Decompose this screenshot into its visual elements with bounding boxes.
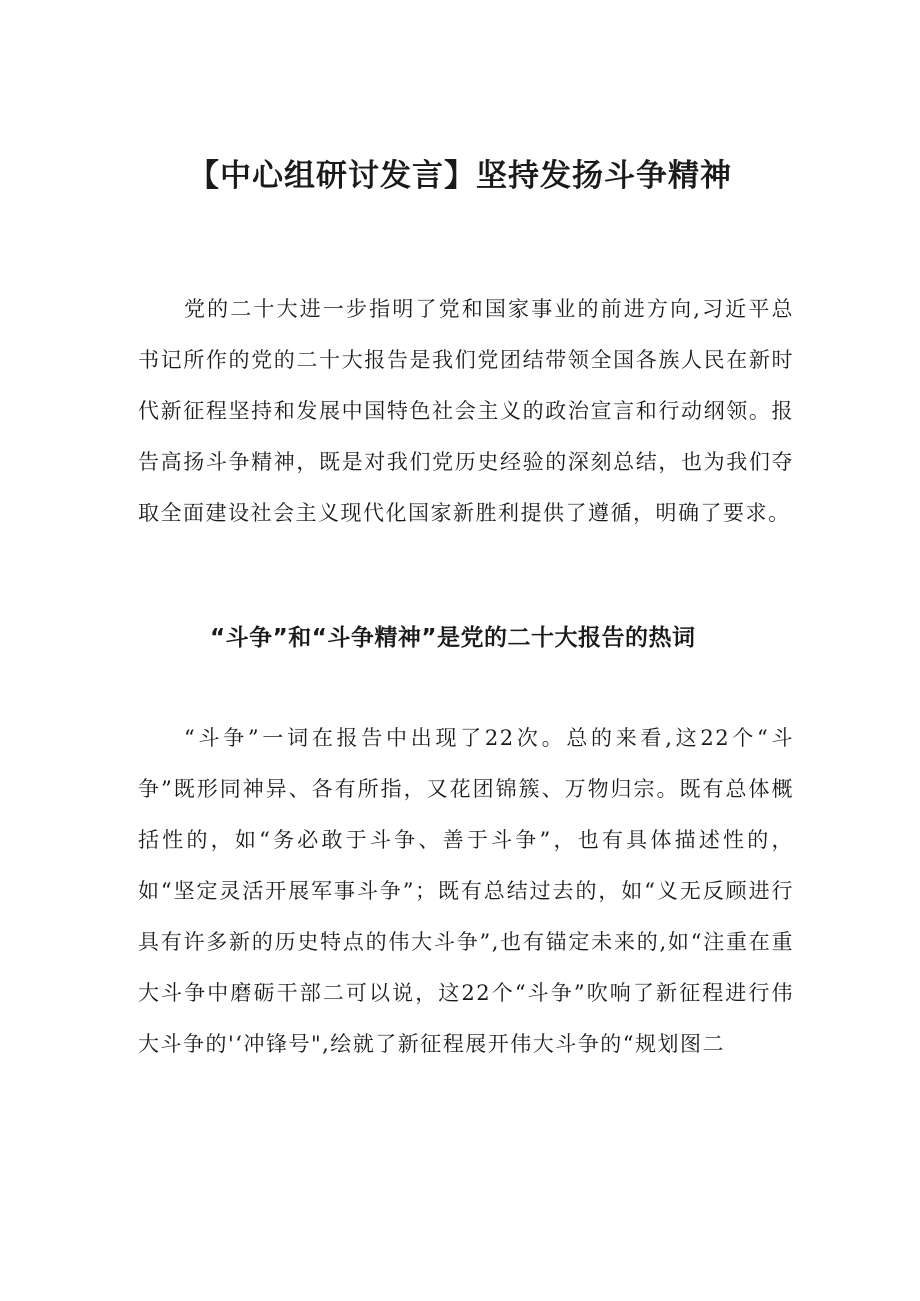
body-paragraph: “斗争”一词在报告中出现了22次。总的来看,这22个“斗争”既形同神异、各有所指，又花团锦簇、万物归宗。既有总体概括性的，如“务必敢于斗争、善于斗争”，也有具体描述性的，如“坚定灵活开展军事斗争”；既有总结过去的，如“义无反顾进行具有许多新的历史特点的伟大斗争”,也有锚定未来的,如“注重在重大斗争中磨砺干部二可以说，这22个“斗争”吹响了新征程进行伟大斗争的'‘冲锋号",绘就了新征程展开伟大斗争的“规划图二 [138,726,794,1056]
document-title: 【中心组研讨发言】坚持发扬斗争精神 [188,158,732,194]
section-heading: “斗争”和“斗争精神”是党的二十大报告的热词 [210,625,696,651]
intro-paragraph: 党的二十大进一步指明了党和国家事业的前进方向,习近平总书记所作的党的二十大报告是我们党团结带领全国各族人民在新时代新征程坚持和发展中国特色社会主义的政治宣言和行动纲领。报告高扬斗争精神，既是对我们党历史经验的深刻总结，也为我们夺取全面建设社会主义现代化国家新胜利提供了遵循，明确了要求。 [138,297,794,525]
